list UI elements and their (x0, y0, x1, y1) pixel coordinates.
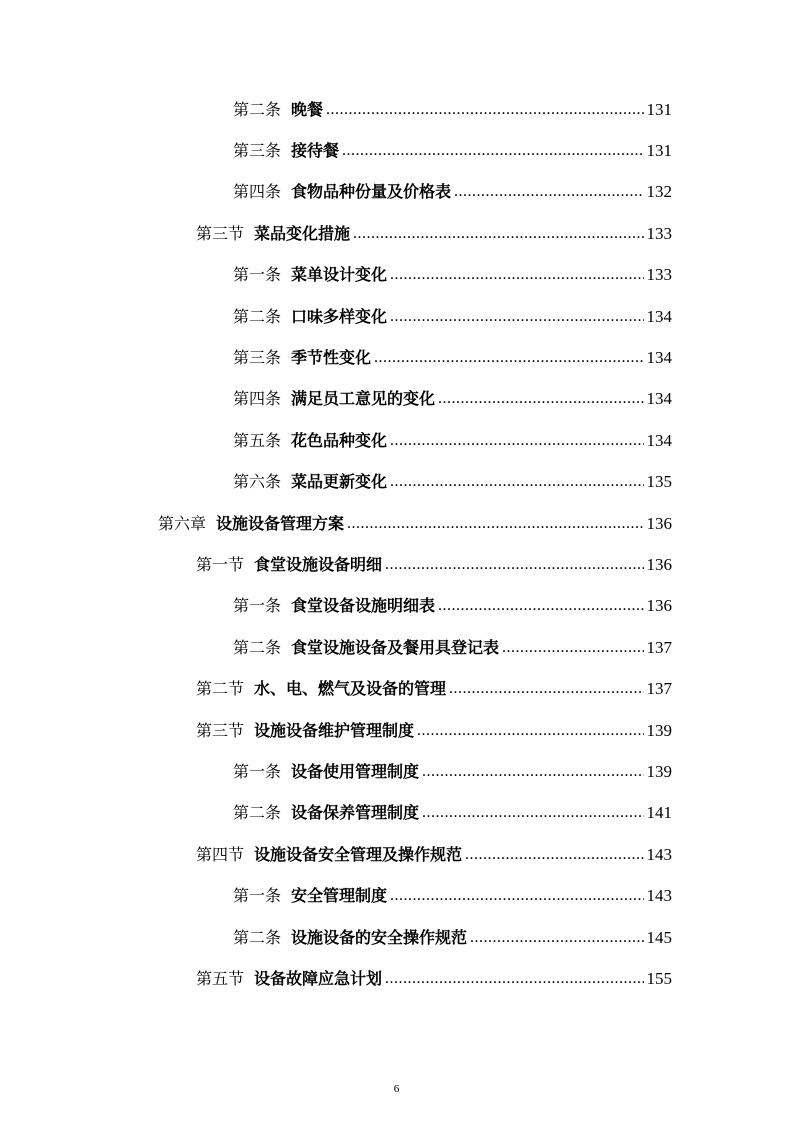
toc-entry-title: 菜品更新变化 (291, 472, 388, 492)
toc-entry[interactable] (0, 337, 793, 378)
toc-entry[interactable] (0, 710, 793, 751)
toc-dot-leader (390, 472, 643, 492)
toc-entry-page: 143 (646, 844, 672, 864)
toc-entry[interactable] (0, 130, 793, 171)
toc-entry-number: 第二条 (233, 306, 282, 326)
toc-entry[interactable] (0, 462, 793, 503)
toc-entry-title: 设施设备安全管理及操作规范 (254, 844, 463, 864)
toc-dot-leader (326, 100, 643, 120)
toc-entry-page: 136 (646, 554, 672, 574)
toc-entry-page: 131 (646, 99, 672, 119)
toc-dot-leader (465, 845, 643, 865)
toc-entry-page: 139 (646, 761, 672, 781)
toc-entry[interactable] (0, 793, 793, 834)
toc-dot-leader (347, 514, 643, 534)
toc-entry[interactable] (0, 296, 793, 337)
toc-dot-leader (470, 928, 643, 948)
toc-entry-number: 第二条 (233, 803, 282, 823)
toc-entry-number: 第三节 (196, 223, 245, 243)
toc-dot-leader (417, 721, 643, 741)
toc-dot-leader (502, 638, 643, 658)
toc-entry-page: 131 (646, 141, 672, 161)
toc-entry-number: 第二条 (233, 637, 282, 657)
toc-dot-leader (449, 679, 643, 699)
toc-entry-number: 第一条 (233, 886, 282, 906)
toc-entry-title: 食堂设施设备及餐用具登记表 (291, 637, 500, 657)
toc-entry[interactable] (0, 917, 793, 958)
toc-entry-number: 第二条 (233, 927, 282, 947)
toc-entry[interactable] (0, 668, 793, 709)
toc-entry-page: 133 (646, 265, 672, 285)
toc-entry-title: 食物品种份量及价格表 (291, 182, 452, 202)
toc-entry-page: 132 (646, 182, 672, 202)
toc-entry-number: 第一条 (233, 596, 282, 616)
toc-entry-title: 安全管理制度 (291, 886, 388, 906)
page-number: 6 (393, 1083, 400, 1095)
toc-dot-leader (385, 555, 643, 575)
toc-dot-leader (390, 265, 643, 285)
toc-entry-title: 设备保养管理制度 (291, 803, 420, 823)
toc-entry-title: 季节性变化 (291, 348, 372, 368)
toc-entry[interactable] (0, 379, 793, 420)
toc-entry-page: 134 (646, 306, 672, 326)
toc-entry-page: 141 (646, 803, 672, 823)
toc-entry[interactable] (0, 420, 793, 461)
toc-dot-leader (438, 389, 643, 409)
toc-entry-title: 菜单设计变化 (291, 265, 388, 285)
toc-entry-number: 第四条 (233, 389, 282, 409)
toc-entry-title: 接待餐 (291, 141, 340, 161)
toc-entry-title: 设施设备管理方案 (216, 513, 345, 533)
toc-entry-number: 第五节 (196, 968, 245, 988)
toc-entry-title: 晚餐 (291, 99, 324, 119)
toc-entry-title: 设施设备维护管理制度 (254, 720, 415, 740)
toc-dot-leader (422, 762, 643, 782)
toc-entry[interactable] (0, 544, 793, 585)
toc-entry-number: 第四条 (233, 182, 282, 202)
toc-entry-title: 食堂设施设备明细 (254, 554, 383, 574)
toc-entry-number: 第二条 (233, 99, 282, 119)
toc-entry[interactable] (0, 213, 793, 254)
toc-entry-number: 第五条 (233, 430, 282, 450)
toc-entry-page: 145 (646, 927, 672, 947)
toc-entry-page: 133 (646, 223, 672, 243)
toc-dot-leader (454, 182, 643, 202)
toc-entry-title: 设备故障应急计划 (254, 968, 383, 988)
toc-entry[interactable] (0, 875, 793, 916)
toc-entry-number: 第一条 (233, 265, 282, 285)
toc-entry-page: 135 (646, 472, 672, 492)
toc-entry-title: 花色品种变化 (291, 430, 388, 450)
toc-entry-page: 136 (646, 596, 672, 616)
toc-entry-page: 136 (646, 513, 672, 533)
toc-entry-number: 第六条 (233, 472, 282, 492)
toc-entry-number: 第二节 (196, 679, 245, 699)
toc-entry[interactable] (0, 172, 793, 213)
toc-dot-leader (353, 224, 643, 244)
toc-entry-page: 134 (646, 430, 672, 450)
toc-entry[interactable] (0, 89, 793, 130)
toc-dot-leader (390, 307, 643, 327)
toc-dot-leader (385, 969, 643, 989)
toc-entry-number: 第一节 (196, 554, 245, 574)
toc-dot-leader (390, 431, 643, 451)
toc-entry[interactable] (0, 627, 793, 668)
toc-entry-title: 口味多样变化 (291, 306, 388, 326)
toc-dot-leader (374, 348, 643, 368)
toc-entry-title: 设备使用管理制度 (291, 761, 420, 781)
toc-entry-title: 水、电、燃气及设备的管理 (254, 679, 447, 699)
toc-entry[interactable] (0, 751, 793, 792)
toc-entry-number: 第三条 (233, 348, 282, 368)
toc-entry-title: 满足员工意见的变化 (291, 389, 436, 409)
toc-dot-leader (342, 141, 643, 161)
toc-entry[interactable] (0, 255, 793, 296)
toc-dot-leader (390, 886, 643, 906)
toc-entry-number: 第一条 (233, 761, 282, 781)
toc-entry[interactable] (0, 958, 793, 999)
toc-entry[interactable] (0, 586, 793, 627)
toc-entry-title: 设施设备的安全操作规范 (291, 927, 468, 947)
toc-entry-page: 137 (646, 679, 672, 699)
toc-entry-number: 第三节 (196, 720, 245, 740)
table-of-contents (0, 89, 793, 1000)
toc-entry-number: 第三条 (233, 141, 282, 161)
toc-dot-leader (422, 803, 643, 823)
toc-entry-page: 137 (646, 637, 672, 657)
toc-dot-leader (438, 596, 643, 616)
toc-entry[interactable] (0, 834, 793, 875)
toc-entry-title: 菜品变化措施 (254, 223, 351, 243)
toc-entry-number: 第四节 (196, 844, 245, 864)
toc-entry-page: 134 (646, 348, 672, 368)
toc-entry-page: 134 (646, 389, 672, 409)
toc-entry-page: 139 (646, 720, 672, 740)
toc-entry-number: 第六章 (158, 513, 207, 533)
toc-entry[interactable] (0, 503, 793, 544)
toc-entry-title: 食堂设备设施明细表 (291, 596, 436, 616)
toc-entry-page: 143 (646, 886, 672, 906)
toc-entry-page: 155 (646, 968, 672, 988)
